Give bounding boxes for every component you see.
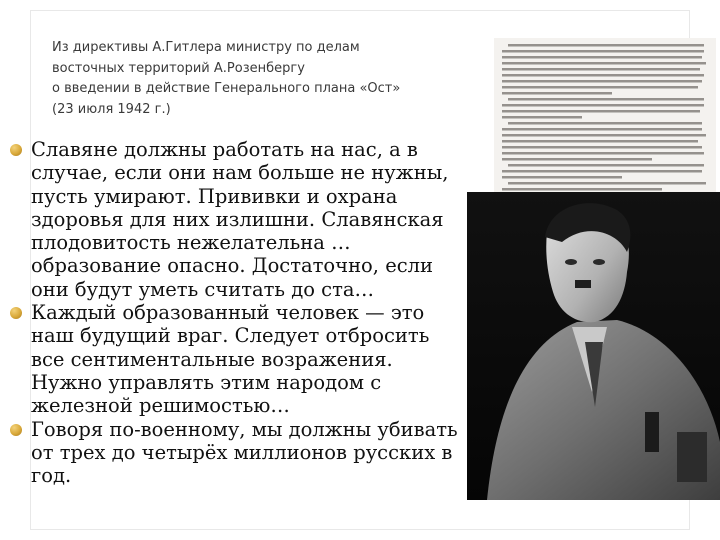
bullet-icon	[10, 307, 22, 319]
caption-line-1: Из директивы А.Гитлера министру по делам	[52, 40, 360, 55]
quote-item-3	[14, 418, 464, 488]
source-caption	[52, 38, 452, 120]
quote-text-3: Говоря по-военному, мы должны убивать от трех до четырёх миллионов русских в год.	[31, 417, 458, 488]
document-scan-graphic	[494, 38, 716, 198]
quote-text-2: Каждый образованный человек — это наш будущий враг. Следует отбросить все сентиментальные возражения. Нужно управлять этим народом с железной решимостью…	[31, 301, 430, 418]
document-scan-image	[494, 38, 716, 198]
bullet-icon	[10, 424, 22, 436]
quote-item-1	[14, 138, 464, 301]
caption-line-2: восточных территорий А.Розенбергу	[52, 60, 305, 76]
portrait-graphic	[467, 192, 720, 500]
quote-item-2	[14, 301, 464, 417]
quote-text-1: Славяне должны работать на нас, а в случае, если они нам больше не нужны, пусть умирают. Прививки и охрана здоровья для них излишни. Славянская плодовитость нежелательна … образование опасно. Достаточно, если они будут уметь считать до ста…	[31, 138, 449, 301]
portrait-photo	[467, 192, 720, 500]
caption-line-3: о введении в действие Генерального плана «Ост»	[52, 81, 401, 96]
quote-list	[14, 138, 464, 487]
bullet-icon	[10, 144, 22, 156]
caption-line-4: (23 июля 1942 г.)	[52, 101, 171, 117]
